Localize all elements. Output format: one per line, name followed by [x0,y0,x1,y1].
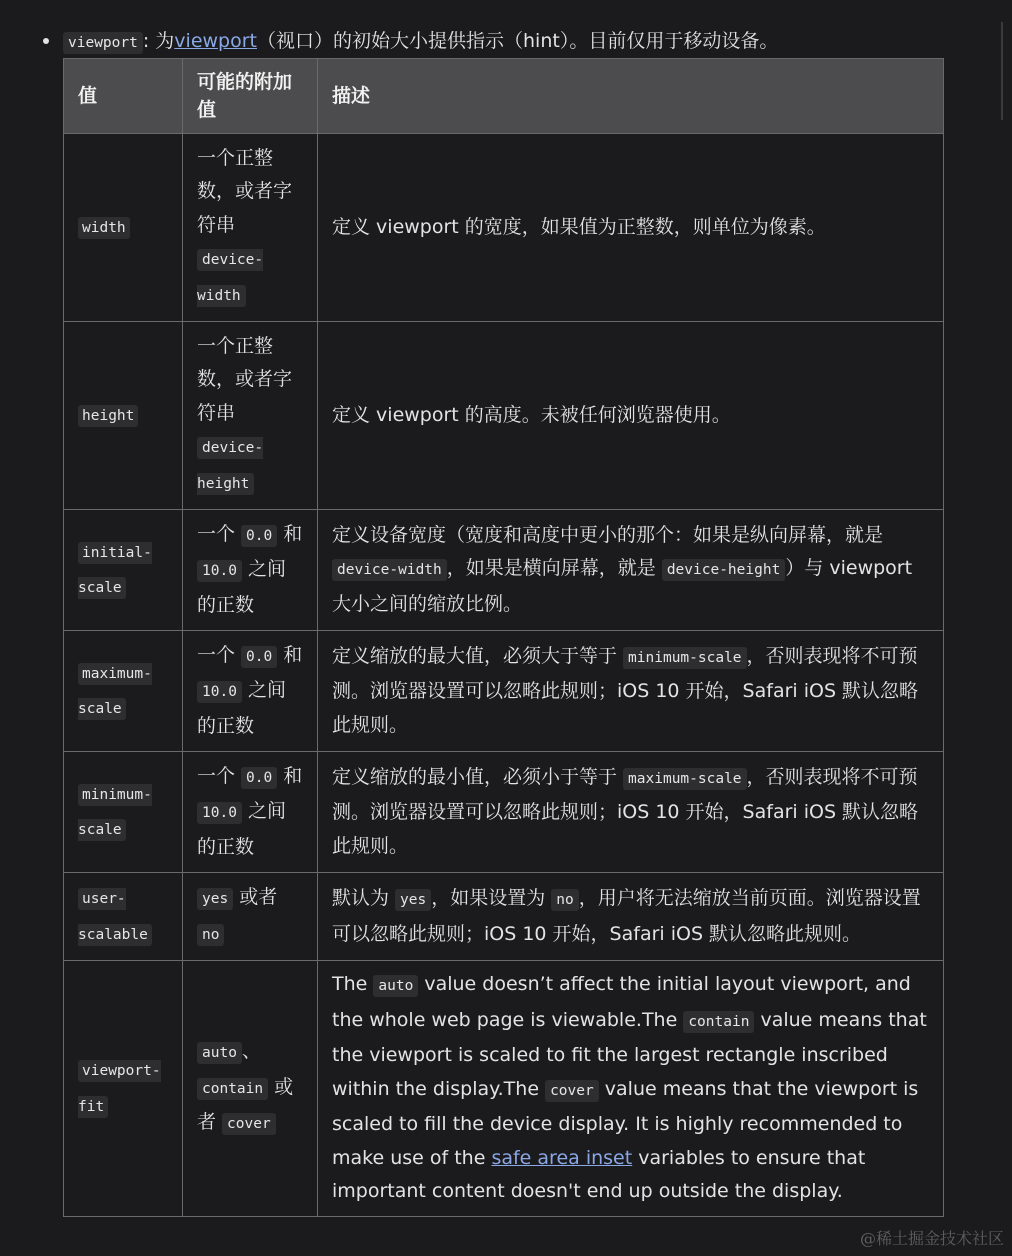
inline-code: 10.0 [197,560,242,582]
key-code: viewport-fit [78,1060,161,1118]
text-fragment: 默认为 [332,887,396,909]
inline-code: contain [197,1078,268,1100]
key-code: height [78,405,138,427]
key-code: user-scalable [78,888,152,946]
text-fragment: 定义 viewport 的高度。未被任何浏览器使用。 [332,403,731,426]
header-description: 描述 [318,59,944,134]
inline-code: maximum-scale [623,768,747,790]
inline-code: cover [545,1080,599,1102]
header-possible-values: 可能的附加值 [183,59,318,134]
cell-key [64,322,183,510]
inline-code: no [551,889,578,911]
text-fragment: 一个 [197,643,242,666]
inline-code: device-width [332,559,447,581]
text-fragment: 一个 [197,522,242,545]
cell-key [64,961,183,1217]
text-fragment: ，否则表现将不可预测。浏览器设置可以忽略此规则；iOS 10 开始，Safari iOS 默认忽略此规则。 [332,644,919,736]
watermark: @稀土掘金技术社区 [859,1229,1004,1248]
key-code: width [78,217,130,239]
inline-code: auto [197,1042,242,1064]
cell-description [318,873,944,961]
text-fragment: variables to ensure that important content doesn't end up outside the display. [332,1146,866,1203]
text-fragment: 一个 [197,764,242,787]
cell-key [64,873,183,961]
inline-code: yes [197,888,233,910]
cell-values [183,631,318,752]
cell-description [318,961,944,1217]
cell-values [183,752,318,873]
text-fragment: value means that the viewport is scaled to fill the device display. It is highly recommended to make use of the [332,1077,919,1169]
cell-values [183,322,318,510]
cell-key [64,752,183,873]
text-fragment: 定义缩放的最大值，必须大于等于 [332,644,624,667]
cell-values [183,961,318,1217]
safe-area-inset-link[interactable]: safe area inset [491,1146,633,1169]
inline-code: contain [683,1011,754,1033]
cell-description [318,631,944,752]
intro-suffix: （视口）的初始大小提供指示（hint）。目前仅用于移动设备。 [257,30,779,52]
list-item-viewport [40,24,940,58]
text-fragment: 或者 [197,1075,294,1134]
cell-values [183,134,318,322]
cell-values [183,510,318,631]
viewport-link[interactable]: viewport [174,30,257,52]
text-fragment: 定义设备宽度（宽度和高度中更小的那个：如果是纵向屏幕，就是 [332,523,884,546]
cell-key [64,510,183,631]
inline-code: 10.0 [197,681,242,703]
text-fragment: ，用户将无法缩放当前页面。浏览器设置可以忽略此规则；iOS 10 开始，Safari iOS 默认忽略此规则。 [332,887,921,945]
inline-code: 10.0 [197,802,242,824]
table-row [64,961,944,1217]
text-fragment: 定义缩放的最小值，必须小于等于 [332,765,624,788]
cell-key [64,631,183,752]
cell-description [318,510,944,631]
text-fragment: 和 [277,522,303,545]
text-fragment: The [332,973,374,996]
table-row [64,631,944,752]
text-fragment: 之间的正数 [197,800,286,858]
table-row [64,510,944,631]
text-fragment: 或者 [233,886,278,908]
cell-description [318,322,944,510]
text-fragment: 之间的正数 [197,558,286,616]
text-fragment: 和 [277,764,303,787]
text-fragment: 和 [277,643,303,666]
table-header-row [64,59,944,134]
text-fragment: 之间的正数 [197,679,286,737]
text-fragment: ，如果设置为 [431,887,552,909]
cell-description [318,752,944,873]
inline-code: 0.0 [241,525,277,547]
scrollbar[interactable] [1001,22,1003,120]
key-code: minimum-scale [78,784,152,842]
cell-values [183,873,318,961]
table-row [64,752,944,873]
text-fragment: ）与 viewport 大小之间的缩放比例。 [332,557,913,615]
text-fragment: ，如果是横向屏幕，就是 [446,557,662,580]
table-row [64,134,944,322]
inline-code: 0.0 [241,646,277,668]
text-fragment: ，否则表现将不可预测。浏览器设置可以忽略此规则；iOS 10 开始，Safari iOS 默认忽略此规则。 [332,765,919,857]
header-value: 值 [64,59,183,134]
text-fragment: 定义 viewport 的宽度，如果值为正整数，则单位为像素。 [332,215,826,238]
cell-description [318,134,944,322]
inline-code: no [197,924,224,946]
cell-key [64,134,183,322]
inline-code: auto [373,975,418,997]
inline-code: viewport [63,32,143,54]
text-fragment: 一个正整数，或者字符串 [197,146,293,236]
intro-text [63,24,778,60]
table-row [64,322,944,510]
inline-code: device-height [662,559,786,581]
intro-prefix: : 为 [142,30,175,52]
table-row [64,873,944,961]
text-fragment: 、 [241,1040,261,1063]
inline-code: device-height [197,437,263,495]
bullet-icon [43,38,49,44]
key-code: initial-scale [78,542,152,600]
inline-code: 0.0 [241,767,277,789]
inline-code: device-width [197,249,263,307]
inline-code: cover [222,1113,276,1135]
inline-code: yes [395,889,431,911]
text-fragment: value doesn’t affect the initial layout viewport, and the whole web page is viewable.The [332,973,911,1031]
key-code: maximum-scale [78,663,152,721]
inline-code: minimum-scale [623,647,747,669]
viewport-table [63,58,944,1217]
text-fragment: value means that the viewport is scaled to fit the largest rectangle inscribed within the display.The [332,1008,927,1100]
text-fragment: 一个正整数，或者字符串 [197,334,293,424]
